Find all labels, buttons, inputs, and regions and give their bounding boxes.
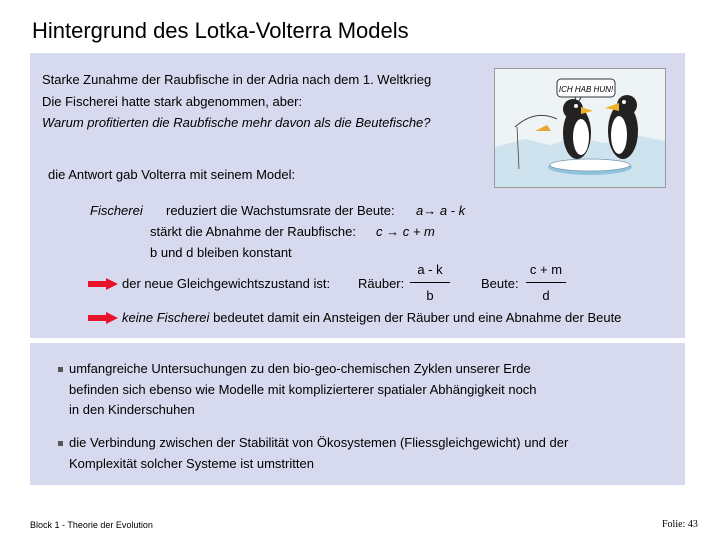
bullet-1-line-1: umfangreiche Untersuchungen zu den bio-geo-chemischen Zyklen unserer Erde (69, 361, 531, 376)
no-fishing-text: bedeutet damit ein Ansteigen der Räuber und eine Abnahme der Beute (213, 310, 622, 325)
footer-course-label: Block 1 - Theorie der Evolution (30, 520, 153, 530)
fischerei-line-1-formula: a→ a - k (416, 203, 466, 218)
no-fishing-line (122, 310, 621, 326)
intro-line-1: Starke Zunahme der Raubfische in der Adria nach dem 1. Weltkrieg (42, 72, 432, 87)
penguin-illustration-icon (495, 69, 665, 187)
predator-numerator: a - k (417, 262, 443, 277)
red-arrow-icon (88, 278, 118, 290)
bullet-1-line-3: in den Kinderschuhen (69, 402, 195, 417)
predator-denominator: b (426, 288, 434, 303)
bullet-1-line-2: befinden sich ebenso wie Modelle mit komplizierterer spatialer Abhängigkeit noch (69, 382, 537, 397)
predator-fraction (410, 262, 450, 302)
prey-fraction (526, 262, 566, 302)
fischerei-line-1-text: reduziert die Wachstumsrate der Beute: (166, 203, 395, 218)
equilibrium-text: der neue Gleichgewichtszustand ist: (122, 276, 331, 291)
slide-title: Hintergrund des Lotka-Volterra Models (32, 18, 409, 43)
content-panel-bottom (30, 343, 685, 485)
prey-numerator: c + m (529, 262, 563, 277)
prey-denominator: d (542, 288, 550, 303)
fischerei-line-3: b und d bleiben konstant (150, 245, 292, 260)
prey-label: Beute: (481, 276, 519, 291)
fischerei-label: Fischerei (90, 203, 143, 218)
bullet-2-line-1: die Verbindung zwischen der Stabilität von Ökosystemen (Fliessgleichgewicht) und der (69, 435, 569, 450)
fraction-bar (526, 282, 566, 283)
penguin-cartoon (494, 68, 666, 188)
intro-question: Warum profitierten die Raubfische mehr davon als die Beutefische? (42, 115, 431, 130)
bullet-icon (58, 367, 63, 372)
fraction-bar (410, 282, 450, 283)
fischerei-line-2-text: stärkt die Abnahme der Raubfische: (150, 224, 356, 239)
no-fishing-label: keine Fischerei (122, 310, 210, 325)
footer-slide-number: Folie: 43 (662, 519, 698, 530)
predator-label: Räuber: (358, 276, 405, 291)
bullet-icon (58, 441, 63, 446)
fischerei-line-2-formula: c → c + m (376, 224, 435, 239)
intro-line-2: Die Fischerei hatte stark abgenommen, aber: (42, 94, 303, 109)
bullet-2-line-2: Komplexität solcher Systeme ist umstritten (69, 456, 314, 471)
answer-line: die Antwort gab Volterra mit seinem Model: (48, 167, 296, 182)
speech-text: ICH HAB HUN! (558, 85, 614, 94)
red-arrow-icon (88, 312, 118, 324)
